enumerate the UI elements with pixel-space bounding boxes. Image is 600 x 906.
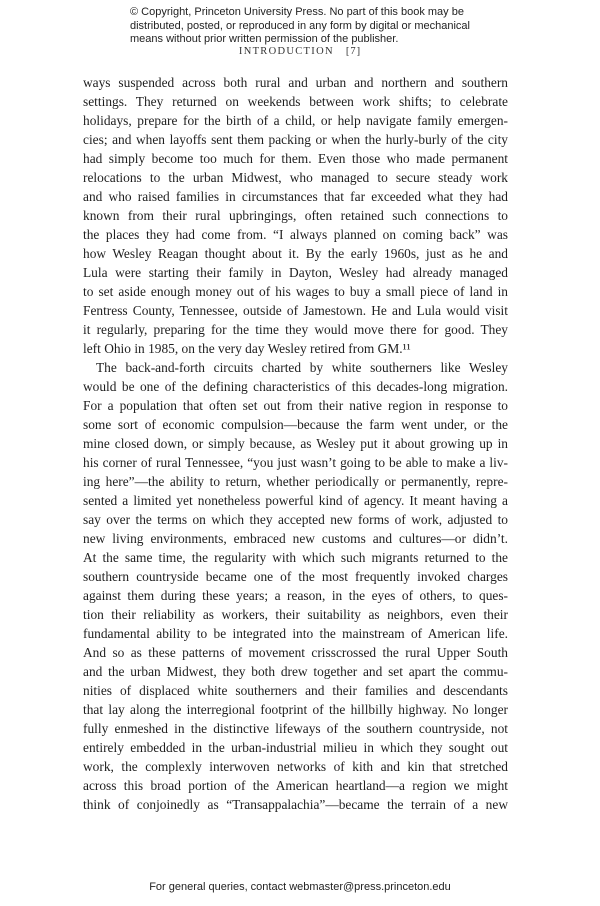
text-line: relocations to the urban Midwest, who managed to secure steady work [83,170,508,185]
text-line: And so as these patterns of movement crisscrossed the rural Upper South [83,645,508,660]
text-line: to set aside enough money out of his wages to buy a small piece of land in [83,284,508,299]
copyright-line: distributed, posted, or reproduced in any form by digital or mechanical [130,19,470,32]
text-line: his corner of rural Tennessee, “you just wasn’t going to be able to make a liv- [83,455,508,470]
text-line: left Ohio in 1985, on the very day Wesley retired from GM.¹¹ [83,341,411,356]
text-line: cies; and when layoffs sent them packing or when the hurly-burly of the city [83,132,508,147]
copyright-line: means without prior written permission of the publisher. [130,33,399,45]
text-line: and who raised families in circumstances that far exceeded what they had [83,189,508,204]
text-line: mine closed down, or simply because, as Wesley put it about growing up in [83,436,508,451]
text-line: that lay along the interregional footprint of the hillbilly highway. No longer [83,702,508,717]
text-line: it regularly, preparing for the time they would move there for good. They [83,322,508,337]
text-line: say over the terms on which they accepted new forms of work, adjusted to [83,512,508,527]
text-line: new living environments, embraced new customs and cultures—or didn’t. [83,531,508,546]
text-line: The back-and-forth circuits charted by white southerners like Wesley [96,360,508,375]
text-line: and the urban Midwest, they both drew together and set apart the commu- [83,664,508,679]
text-line: southern countryside became one of the most frequently invoked charges [83,569,508,584]
text-line: sented a limited yet nonetheless powerful kind of agency. It meant having a [83,493,508,508]
paragraph-2 [83,358,508,814]
running-head [0,46,600,57]
copyright-line: © Copyright, Princeton University Press. No part of this book may be [130,6,464,18]
text-line: For a population that often set out from their native region in response to [83,398,508,413]
text-line: ways suspended across both rural and urban and northern and southern [83,75,508,90]
text-line: some sort of economic compulsion—because the farm went under, or the [83,417,508,432]
text-line: tion their reliability as workers, their suitability as neighbors, even their [83,607,508,622]
text-line: across this broad portion of the American heartland—a region we might [83,778,508,793]
text-line: known from their rural upbringings, often retained such connections to [83,208,508,223]
footer-contact: For general queries, contact webmaster@press.princeton.edu [149,881,451,893]
text-line: entirely embedded in the urban-industrial milieu in which they sought out [83,740,508,755]
text-line: At the same time, the regularity with which such migrants returned to the [83,550,508,565]
text-line: had simply become too much for them. Even those who made permanent [83,151,508,166]
text-line: fully enmeshed in the distinctive lifeways of the southern countryside, not [83,721,508,736]
text-line: settings. They returned on weekends between work shifts; to celebrate [83,94,508,109]
text-line: think of conjoinedly as “Transappalachia”—became the terrain of a new [83,797,508,812]
text-line: nities of displaced white southerners and their families and descendants [83,683,508,698]
text-line: would be one of the defining characteristics of this decades-long migration. [83,379,508,394]
running-head-title: INTRODUCTION [238,46,334,57]
text-line: how Wesley Reagan thought about it. By the early 1960s, just as he and [83,246,508,261]
text-line: work, the complexly interwoven networks of kith and kin that stretched [83,759,508,774]
paragraph-1 [83,73,508,358]
text-line: fundamental ability to be integrated into the mainstream of American life. [83,626,508,641]
text-line: the places they had come from. “I always planned on coming back” was [83,227,508,242]
text-line: Lula were starting their family in Dayton, Wesley had already managed [83,265,508,280]
text-line: against them during these years; a reason, in the eyes of others, to ques- [83,588,508,603]
text-line: Fentress County, Tennessee, outside of Jamestown. He and Lula would visit [83,303,508,318]
text-line: ing here”—the ability to return, whether periodically or permanently, repre- [83,474,508,489]
body-text [83,73,508,814]
copyright-notice [130,6,490,47]
page-number: [7] [345,46,362,57]
text-line: holidays, prepare for the birth of a child, or help navigate family emergen- [83,113,508,128]
